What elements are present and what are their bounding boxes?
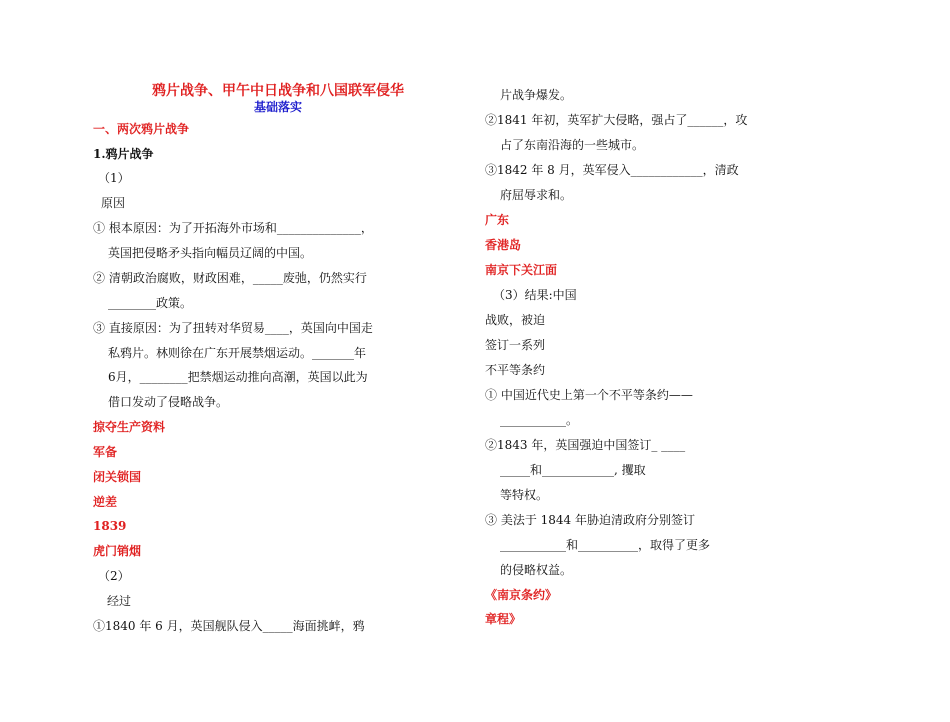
- right-text-line-14: ___________。: [500, 413, 579, 427]
- left-text-line-4: 原因: [101, 196, 126, 210]
- right-text-line-7: 香港岛: [485, 238, 522, 252]
- left-text-line-19: （2）: [98, 569, 130, 583]
- right-text-line-18: ③ 美法于 1844 年胁迫清政府分别签订: [485, 513, 695, 527]
- left-text-line-14: 军备: [93, 445, 118, 459]
- right-text-line-21: 《南京条约》: [485, 588, 558, 602]
- right-text-line-11: 签订一系列: [485, 338, 546, 352]
- right-text-line-15: ②1843 年，英国强迫中国签订_ ____: [485, 438, 686, 452]
- left-text-line-17: 1839: [93, 519, 127, 533]
- left-text-line-9: ③ 直接原因：为了扭转对华贸易____，英国向中国走: [93, 321, 373, 335]
- right-text-line-5: 府屈辱求和。: [500, 188, 573, 202]
- right-text-line-17: 等特权。: [500, 488, 549, 502]
- left-text-line-3: （1）: [98, 171, 130, 185]
- left-text-line-2: 1.鸦片战争: [93, 147, 154, 161]
- right-text-line-20: 的侵略权益。: [500, 563, 573, 577]
- left-text-line-5: ① 根本原因：为了开拓海外市场和______________，: [93, 221, 373, 235]
- left-text-line-10: 私鸦片。林则徐在广东开展禁烟运动。_______年: [108, 346, 367, 360]
- left-text-line-6: 英国把侵略矛头指向幅员辽阔的中国。: [108, 246, 313, 260]
- page-subtitle: 基础落实: [253, 100, 302, 114]
- right-text-line-2: ②1841 年初，英军扩大侵略，强占了______，攻: [485, 113, 748, 127]
- right-text-line-4: ③1842 年 8 月，英军侵入____________，清政: [485, 163, 739, 177]
- right-text-line-10: 战败，被迫: [485, 313, 546, 327]
- right-text-line-22: 章程》: [485, 612, 522, 626]
- left-text-line-21: ①1840 年 6 月，英国舰队侵入_____海面挑衅，鸦: [93, 619, 365, 633]
- left-text-line-8: ________政策。: [108, 296, 193, 310]
- page-title: 鸦片战争、甲午中日战争和八国联军侵华: [152, 83, 404, 99]
- left-text-line-20: 经过: [107, 594, 132, 608]
- left-text-line-1: 一、两次鸦片战争: [93, 122, 190, 136]
- right-text-line-16: _____和____________, 攫取: [500, 463, 646, 477]
- right-text-line-13: ① 中国近代史上第一个不平等条约——: [485, 388, 693, 402]
- left-text-line-16: 逆差: [93, 495, 118, 509]
- right-text-line-12: 不平等条约: [485, 363, 546, 377]
- left-text-line-18: 虎门销烟: [93, 544, 142, 558]
- right-text-line-1: 片战争爆发。: [500, 88, 573, 102]
- left-text-line-15: 闭关锁国: [93, 470, 142, 484]
- right-text-line-9: （3）结果:中国: [493, 288, 577, 302]
- right-text-line-19: ___________和__________，取得了更多: [500, 538, 711, 552]
- left-text-line-7: ② 清朝政治腐败，财政困难，_____废弛，仍然实行: [93, 271, 367, 285]
- right-text-line-6: 广东: [485, 213, 510, 227]
- left-text-line-11: 6月，________把禁烟运动推向高潮，英国以此为: [108, 370, 368, 384]
- left-text-line-12: 借口发动了侵略战争。: [108, 395, 229, 409]
- left-text-line-13: 掠夺生产资料: [93, 420, 166, 434]
- right-text-line-8: 南京下关江面: [485, 263, 558, 277]
- right-text-line-3: 占了东南沿海的一些城市。: [500, 138, 645, 152]
